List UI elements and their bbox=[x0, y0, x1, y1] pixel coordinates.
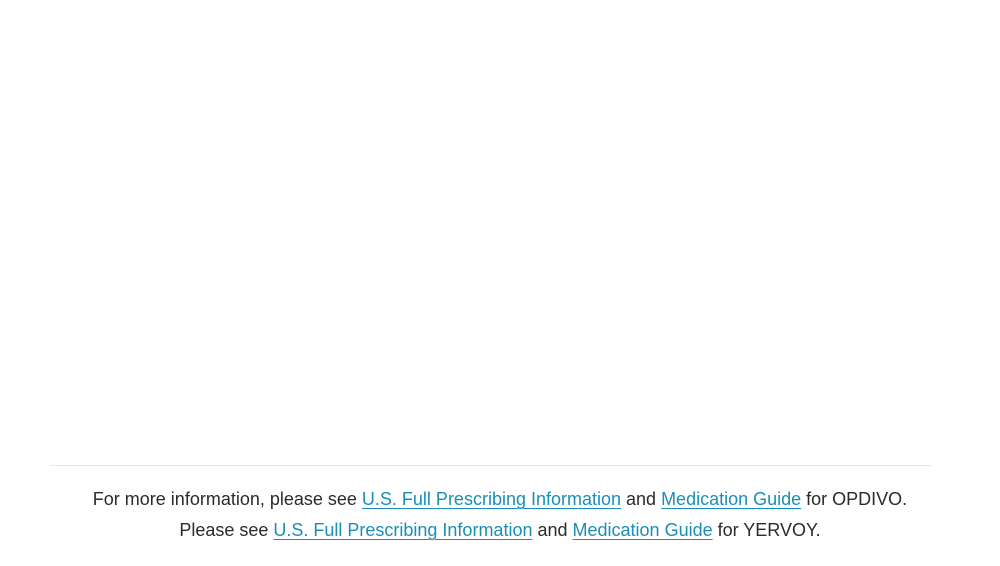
opdivo-medication-guide-link[interactable]: Medication Guide bbox=[661, 489, 802, 509]
opdivo-info-line bbox=[0, 487, 1000, 511]
footer-divider bbox=[50, 465, 932, 466]
yervoy-medication-guide-link[interactable]: Medication Guide bbox=[572, 520, 713, 540]
yervoy-info-prefix: Please see bbox=[179, 520, 274, 540]
opdivo-and-text: and bbox=[621, 489, 662, 509]
opdivo-info-prefix: For more information, please see bbox=[92, 489, 362, 509]
yervoy-info-line bbox=[0, 518, 1000, 542]
opdivo-info-suffix: for OPDIVO. bbox=[801, 489, 908, 509]
opdivo-prescribing-info-link[interactable]: U.S. Full Prescribing Information bbox=[361, 489, 622, 509]
yervoy-info-suffix: for YERVOY. bbox=[712, 520, 821, 540]
yervoy-and-text: and bbox=[532, 520, 573, 540]
yervoy-prescribing-info-link[interactable]: U.S. Full Prescribing Information bbox=[273, 520, 533, 540]
